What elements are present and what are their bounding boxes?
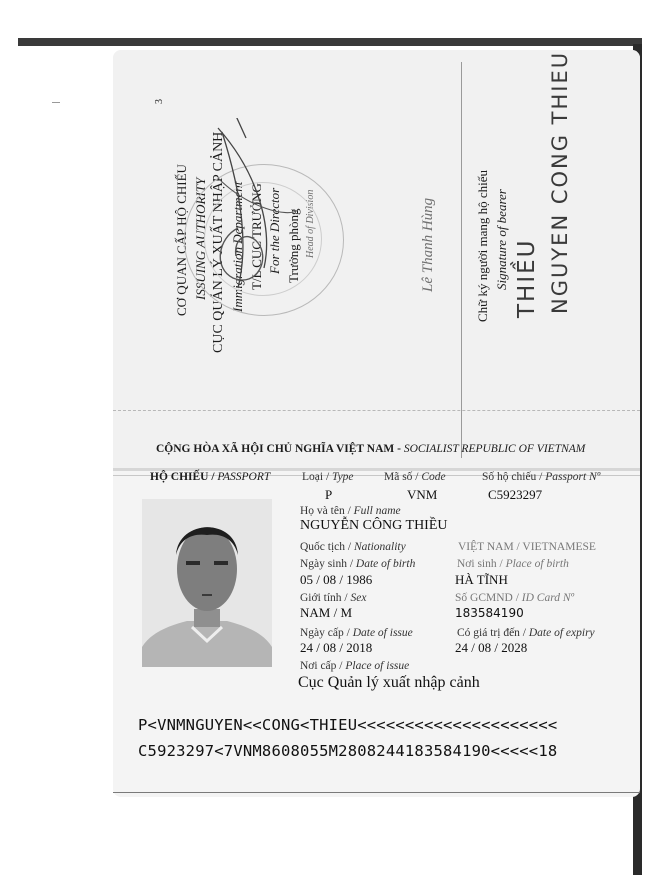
director-name: Lê Thanh Hùng — [420, 197, 436, 292]
page-bottom-edge — [113, 792, 640, 793]
passport-label: HỘ CHIẾU / PASSPORT — [150, 471, 271, 483]
page-number: 3 — [154, 99, 165, 104]
id-card-value: 183584190 — [455, 606, 524, 620]
authority-head-vi: Trưởng phòng — [286, 208, 301, 283]
bearer-signature-line1: THIỀU — [514, 238, 540, 318]
full-name-value: NGUYỄN CÔNG THIỀU — [300, 518, 448, 533]
sex-label: Giới tính / Sex — [300, 592, 367, 604]
passport-number-label: Số hộ chiếu / Passport Nº — [482, 471, 601, 483]
authority-title-en: ISSUING AUTHORITY — [193, 177, 208, 300]
sex-value: NAM / M — [300, 605, 353, 620]
nationality-label: Quốc tịch / Nationality — [300, 541, 406, 553]
type-label: Loại / Type — [302, 471, 354, 483]
director-signature-scribble — [178, 118, 308, 318]
full-name-label: Họ và tên / Full name — [300, 505, 401, 517]
date-of-issue-value: 24 / 08 / 2018 — [300, 640, 373, 655]
date-of-issue-label: Ngày cấp / Date of issue — [300, 627, 413, 639]
date-of-birth-label: Ngày sinh / Date of birth — [300, 558, 416, 570]
scan-mark — [52, 102, 60, 103]
page-dashed-line — [113, 410, 640, 411]
code-label: Mã số / Code — [384, 471, 446, 483]
authority-for-director-en: For the Director — [267, 187, 282, 274]
country-heading-en: SOCIALIST REPUBLIC OF VIETNAM — [403, 443, 586, 455]
place-of-issue-label: Nơi cấp / Place of issue — [300, 660, 410, 672]
bearer-signature-label-vi: Chữ ký người mang hộ chiếu — [475, 169, 490, 322]
type-value: P — [325, 487, 333, 502]
date-of-expiry-value: 24 / 08 / 2028 — [455, 640, 528, 655]
bearer-photo — [142, 499, 272, 667]
bearer-photo-portrait — [142, 499, 272, 667]
place-of-issue-value: Cục Quản lý xuất nhập cảnh — [298, 674, 480, 691]
mrz-line-1: P<VNMNGUYEN<<CONG<THIEU<<<<<<<<<<<<<<<<<<<<< — [138, 716, 558, 734]
authority-head-en: Head of Division — [305, 189, 316, 258]
id-card-label: Số GCMND / ID Card Nº — [455, 592, 575, 604]
authority-dept-en: Immigration Department — [230, 181, 245, 312]
bearer-signature-label-en: Signature of bearer — [494, 189, 509, 290]
page-column-divider — [461, 62, 462, 458]
bearer-signature-line2: NGUYEN CONG THIEU — [548, 50, 572, 314]
country-heading — [156, 443, 585, 455]
place-of-birth-label: Nơi sinh / Place of birth — [457, 558, 569, 570]
scan-top-border — [18, 38, 642, 46]
authority-dept-vi: CỤC QUẢN LÝ XUẤT NHẬP CẢNH — [211, 131, 226, 353]
passport-number-value: C5923297 — [488, 487, 543, 502]
date-of-birth-value: 05 / 08 / 1986 — [300, 572, 373, 587]
authority-title-vi: CƠ QUAN CẤP HỘ CHIẾU — [174, 164, 189, 316]
country-heading-vi: CỘNG HÒA XÃ HỘI CHỦ NGHĨA VIỆT NAM - — [156, 443, 401, 455]
authority-for-director-vi: T/L CỤC TRƯỞNG — [249, 183, 264, 290]
nationality-value: VIỆT NAM / VIETNAMESE — [458, 541, 596, 553]
mrz-line-2: C5923297<7VNM8608055M2808244183584190<<<<<18 — [138, 742, 558, 760]
date-of-expiry-label: Có giá trị đến / Date of expiry — [457, 627, 595, 639]
place-of-birth-value: HÀ TĨNH — [455, 572, 508, 587]
code-value: VNM — [407, 487, 438, 502]
